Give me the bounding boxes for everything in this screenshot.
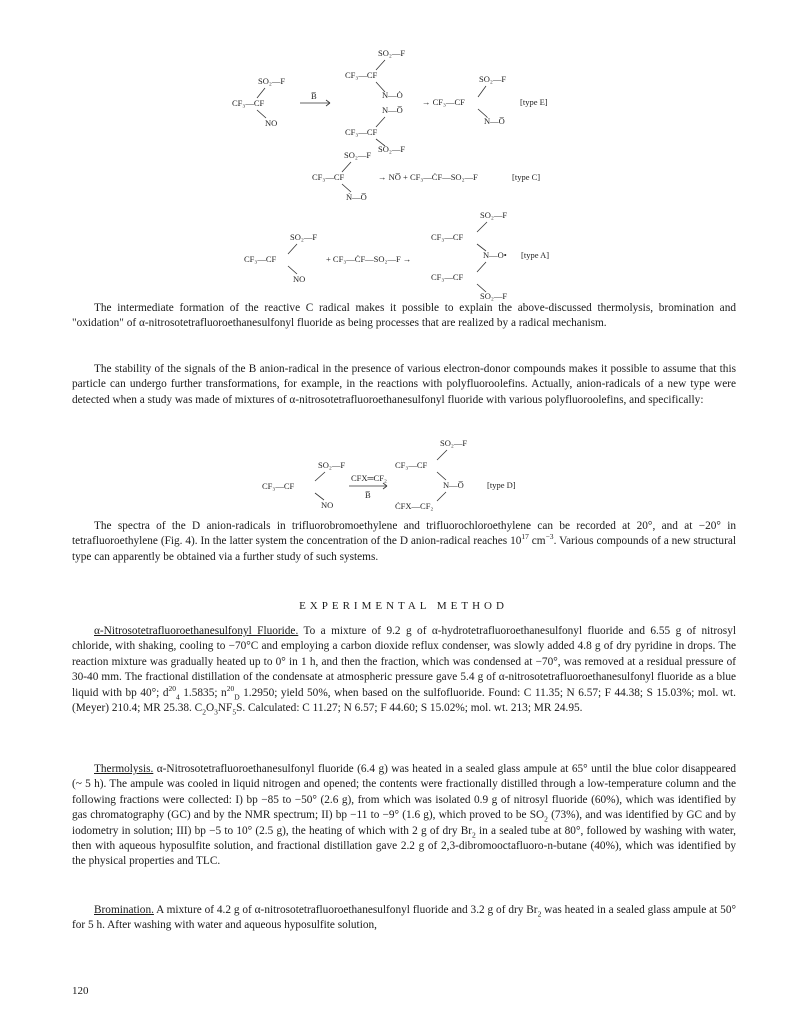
subscript: 2 [544,814,548,824]
paragraph-text: α-Nitrosotetrafluoroethanesulfonyl fluoride (6.4 g) was heated in a sealed glass ampule at 65° until the blue color disappeared (~ 5 h). The ampule was cooled in liquid nitrogen and opened; the contents were fractionally distilled through a low-temperature column and the following fractions were collected: I) bp −85 to −50° (2.6 g), from which was isolated 0.9 g of nitrosyl fluoride (60%), which was identified by gas chromatography (GC) and by the NMR spectrum; II) bp −11 to −9° (1.6 g), which proved to be SO [72,763,736,822]
formula-label: CF₃—CF [262,481,295,491]
paragraph-text: The intermediate formation of the reactive C radical makes it possible to explain the above-discussed thermolysis, bromination and "oxidation" of α-nitrosotetrafluoroethanesulfonyl fluoride as being processes that are realized by a radical mechanism. [72,302,736,330]
formula-label: N—O̅ [382,105,403,115]
paragraph-text: The stability of the signals of the B anion-radical in the presence of various electron-donor compounds makes it possible to assume that this particle can undergo further transformations, for example, in the reactions with polyfluoroolefins. Actually, anion-radicals of a new type were detected when a study was made of mixtures of α-nitrosotetrafluoroethanesulfonyl fluoride with various polyfluoroolefins, and specifically: [72,363,736,406]
paragraph-text: The spectra of the D anion-radicals in trifluorobromoethylene and trifluorochloroethylene can be recorded at 20°, and at −20° in tetrafluoroethylene (Fig. 4). In the latter system the concentration of the D anion-radical reaches 10 [72,520,736,548]
formula-label: ĊFX—CF₂ [395,501,434,511]
arrow-label: B̅ [365,490,371,500]
type-label: [type D] [487,480,516,490]
superscript: 20 [168,683,176,693]
subscript: 2 [472,829,476,839]
scheme-type-a [244,210,549,301]
paragraph-text: cm [528,535,546,548]
paragraph-synthesis [72,624,736,716]
formula-label: N—O̅ [443,480,464,490]
formula-label: SO₂—F [258,76,286,86]
subscript: D [234,691,240,701]
paragraph-text: 1.2950; yield 50%, when based on the sulfofluoride. Found: C 11.35; N 6.57; F 44.38; S 15.03%; mol. wt. (Meyer) 210.4; MR 25.38. C [72,686,736,715]
arrow-label: B̅ [311,91,317,101]
formula-label: Ṅ—O̅ [346,192,367,202]
scheme-type-c [312,150,540,202]
formula-label: SO₂—F [480,291,508,301]
runin-title: Bromination. [94,904,154,916]
paragraph-text: was heated in a sealed glass ampule at 50° for 5 h. After washing with water and aqueous hyposulfite solution, [72,904,736,932]
subscript: 4 [176,691,180,701]
formula-label: CF₃—CF [345,70,378,80]
formula-label: SO₂—F [378,48,406,58]
formula-label: N—O• [483,250,507,260]
type-label: [type E] [520,97,548,107]
formula-label: CF₃—CF [244,254,277,264]
formula-label: CF₃—CF [431,272,464,282]
paragraph-text: A mixture of 4.2 g of α-nitrosotetrafluoroethanesulfonyl fluoride and 3.2 g of dry Br [153,904,538,916]
formula-label: SO₂—F [440,438,468,448]
formula-label: NO [321,500,334,510]
formula-label: CF₃—CF [312,172,345,182]
superscript: −3 [545,532,554,542]
paragraph-text: 1.5835; n [179,686,227,699]
subscript: 2 [202,707,206,717]
scheme-type-d [262,438,516,511]
paragraph-text: O [205,702,215,715]
paragraph-text: To a mixture of 9.2 g of α-hydrotetrafluoroethanesulfonyl fluoride and 6.55 g of nitrosyl chloride, with shaking, cooling to −70°C and employing a carbon dioxide reflux condenser, was slowly added 4.8 g of dry pyridine in drops. The reaction mixture was gradually heated up to 0° in 1 h, and then the fraction, which was condensed at −70°, was removed at a residual pressure of 30-40 mm. The fractional distillation of the condensate at atmospheric pressure gave 5.4 g of α-nitrosotetrafluoroethanesulfonyl fluoride as a blue liquid with bp 40°; d [72,625,736,699]
paragraph-bromination [72,903,736,934]
paragraph-text: S. Calculated: C 11.27; N 6.57; F 44.60; S 15.02%; mol. wt. 213; MR 24.95. [236,702,583,715]
formula-label: SO₂—F [290,232,318,242]
formula-label: Ṅ—O̅ [484,116,505,126]
paragraph-text: (73%), and was identified by GC and by iodometry in solution; III) bp −5 to 10° (2.5 g), the heating of which with 2 g of dry Br [72,809,736,837]
scheme-type-e [232,48,548,154]
subscript: 5 [232,707,237,717]
paragraph-text: NF [217,702,233,715]
page-number: 120 [72,985,89,997]
runin-title: α-Nitrosotetrafluoroethanesulfonyl Fluoride. [94,625,299,637]
formula-label: CF₃—CF [395,460,428,470]
section-heading: EXPERIMENTAL METHOD [299,600,508,612]
formula-label: SO₂—F [378,144,406,154]
runin-title: Thermolysis. [94,763,154,775]
formula-label: NO [265,118,278,128]
superscript: 17 [521,532,529,542]
formula-label: SO₂—F [479,74,507,84]
paragraph-text: in a sealed tube at 80°, followed by washing with water, then with aqueous hyposulfite solution, and fractional distillation gave 2.2 g of 2,3-dibromooctafluoro-n-butane (40%), which was identified by the physical properties and TLC. [72,824,736,868]
formula-label: → NO̅ + CF₃—ĊF—SO₂—F [378,172,478,182]
paragraph-anion-radicals [72,362,736,408]
formula-label: SO₂—F [344,150,372,160]
formula-label: NO [293,274,306,284]
type-label: [type C] [512,172,541,182]
formula-label: → CF₃—CF [422,97,465,107]
formula-label: SO₂—F [318,460,346,470]
formula-label: CF₃—CF [345,127,378,137]
formula-label: N—Ȯ [382,90,403,100]
formula-label: CF₃—CF [431,232,464,242]
formula-label: SO₂—F [480,210,508,220]
type-label: [type A] [521,250,550,260]
subscript: 3 [214,707,218,717]
subscript: 2 [537,909,542,919]
formula-label: + CF₃—ĊF—SO₂—F → [326,254,412,264]
paragraph-spectra [72,519,736,565]
paragraph-radical-mechanism [72,301,736,332]
formula-label: CF₃—CF [232,98,265,108]
paragraph-text: . Various compounds of a new structural type can apparently be obtained via a further study of such systems. [72,535,736,563]
superscript: 20 [226,683,235,693]
arrow-label: CFX═CF₂ [351,473,387,483]
paragraph-thermolysis [72,762,736,870]
